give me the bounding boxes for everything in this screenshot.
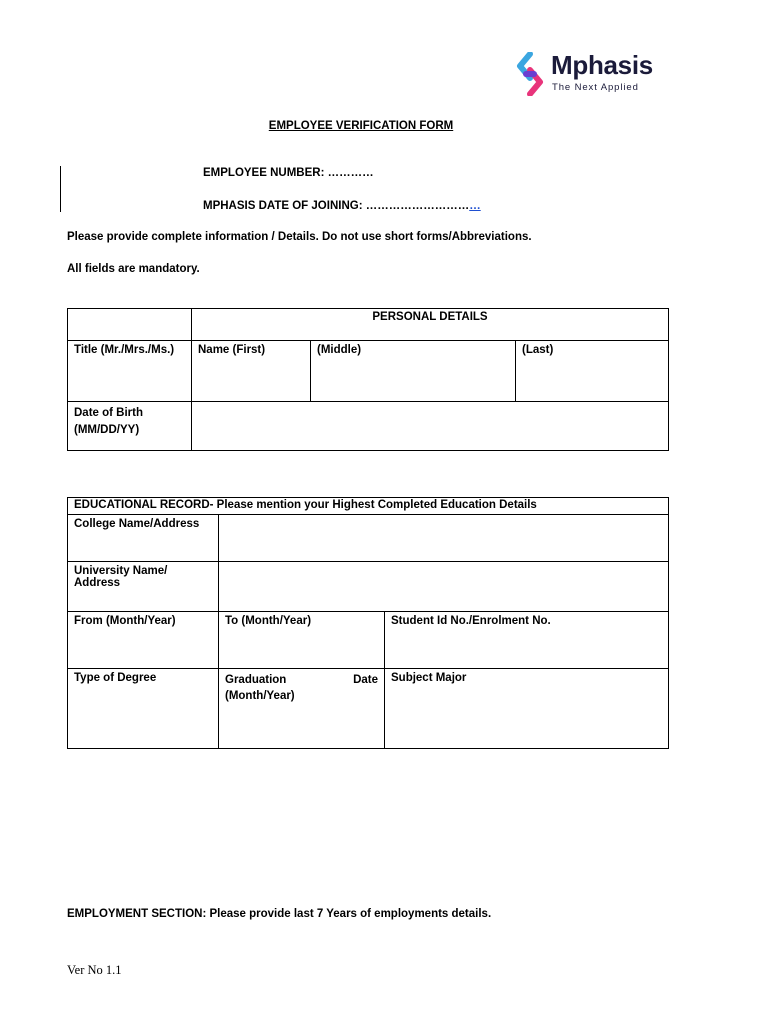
dob-label-cell: [68, 402, 192, 451]
middle-name-label: (Middle): [317, 344, 362, 356]
version-footer: Ver No 1.1: [67, 963, 122, 977]
title-label: Title (Mr./Mrs./Ms.): [74, 344, 175, 356]
personal-details-table: [67, 308, 669, 451]
to-date-label: To (Month/Year): [225, 615, 312, 627]
date-of-joining-link[interactable]: …: [469, 200, 481, 212]
employment-section-heading: EMPLOYMENT SECTION: Please provide last 7 Years of employments details.: [67, 908, 492, 920]
subject-major-field[interactable]: [385, 669, 669, 749]
degree-field[interactable]: [68, 669, 219, 749]
dob-label: Date of Birth: [74, 407, 143, 419]
from-date-field[interactable]: [68, 612, 219, 669]
university-field[interactable]: [219, 562, 669, 612]
instruction-mandatory: All fields are mandatory.: [67, 263, 200, 275]
subject-major-label: Subject Major: [391, 672, 467, 684]
from-date-label: From (Month/Year): [74, 615, 176, 627]
date-of-joining-label: [203, 200, 481, 212]
education-header: EDUCATIONAL RECORD- Please mention your Highest Completed Education Details: [68, 498, 669, 515]
margin-line: [60, 166, 61, 212]
last-name-label: (Last): [522, 344, 554, 356]
degree-label: Type of Degree: [74, 672, 157, 684]
dob-field[interactable]: [192, 402, 669, 451]
logo-tagline: The Next Applied: [552, 82, 639, 93]
instruction-complete-info: Please provide complete information / Details. Do not use short forms/Abbreviations.: [67, 231, 532, 243]
university-label: University Name/ Address: [68, 562, 219, 612]
dob-format-label: (MM/DD/YY): [74, 424, 140, 436]
logo-wordmark: Mphasis: [551, 50, 653, 80]
graduation-date-field[interactable]: [219, 669, 385, 749]
date-of-joining-text: MPHASIS DATE OF JOINING: ………………………: [203, 200, 470, 212]
graduation-date-label-date: Date: [353, 674, 378, 686]
student-id-field[interactable]: [385, 612, 669, 669]
college-label: College Name/Address: [68, 515, 219, 562]
last-name-field[interactable]: [516, 341, 669, 402]
first-name-field[interactable]: [192, 341, 311, 402]
graduation-date-format: (Month/Year): [225, 690, 295, 702]
education-table: [67, 497, 669, 749]
middle-name-field[interactable]: [311, 341, 516, 402]
personal-blank-cell: [68, 309, 192, 341]
mphasis-logo-icon: [516, 52, 544, 96]
first-name-label: Name (First): [198, 344, 266, 356]
to-date-field[interactable]: [219, 612, 385, 669]
title-field[interactable]: [68, 341, 192, 402]
student-id-label: Student Id No./Enrolment No.: [391, 615, 551, 627]
graduation-date-label: Graduation: [225, 674, 287, 686]
employee-number-label: EMPLOYEE NUMBER: …………: [203, 167, 374, 179]
college-field[interactable]: [219, 515, 669, 562]
graduation-date-label-row: [225, 672, 378, 688]
form-title: EMPLOYEE VERIFICATION FORM: [268, 120, 454, 132]
personal-details-header: PERSONAL DETAILS: [192, 309, 669, 341]
